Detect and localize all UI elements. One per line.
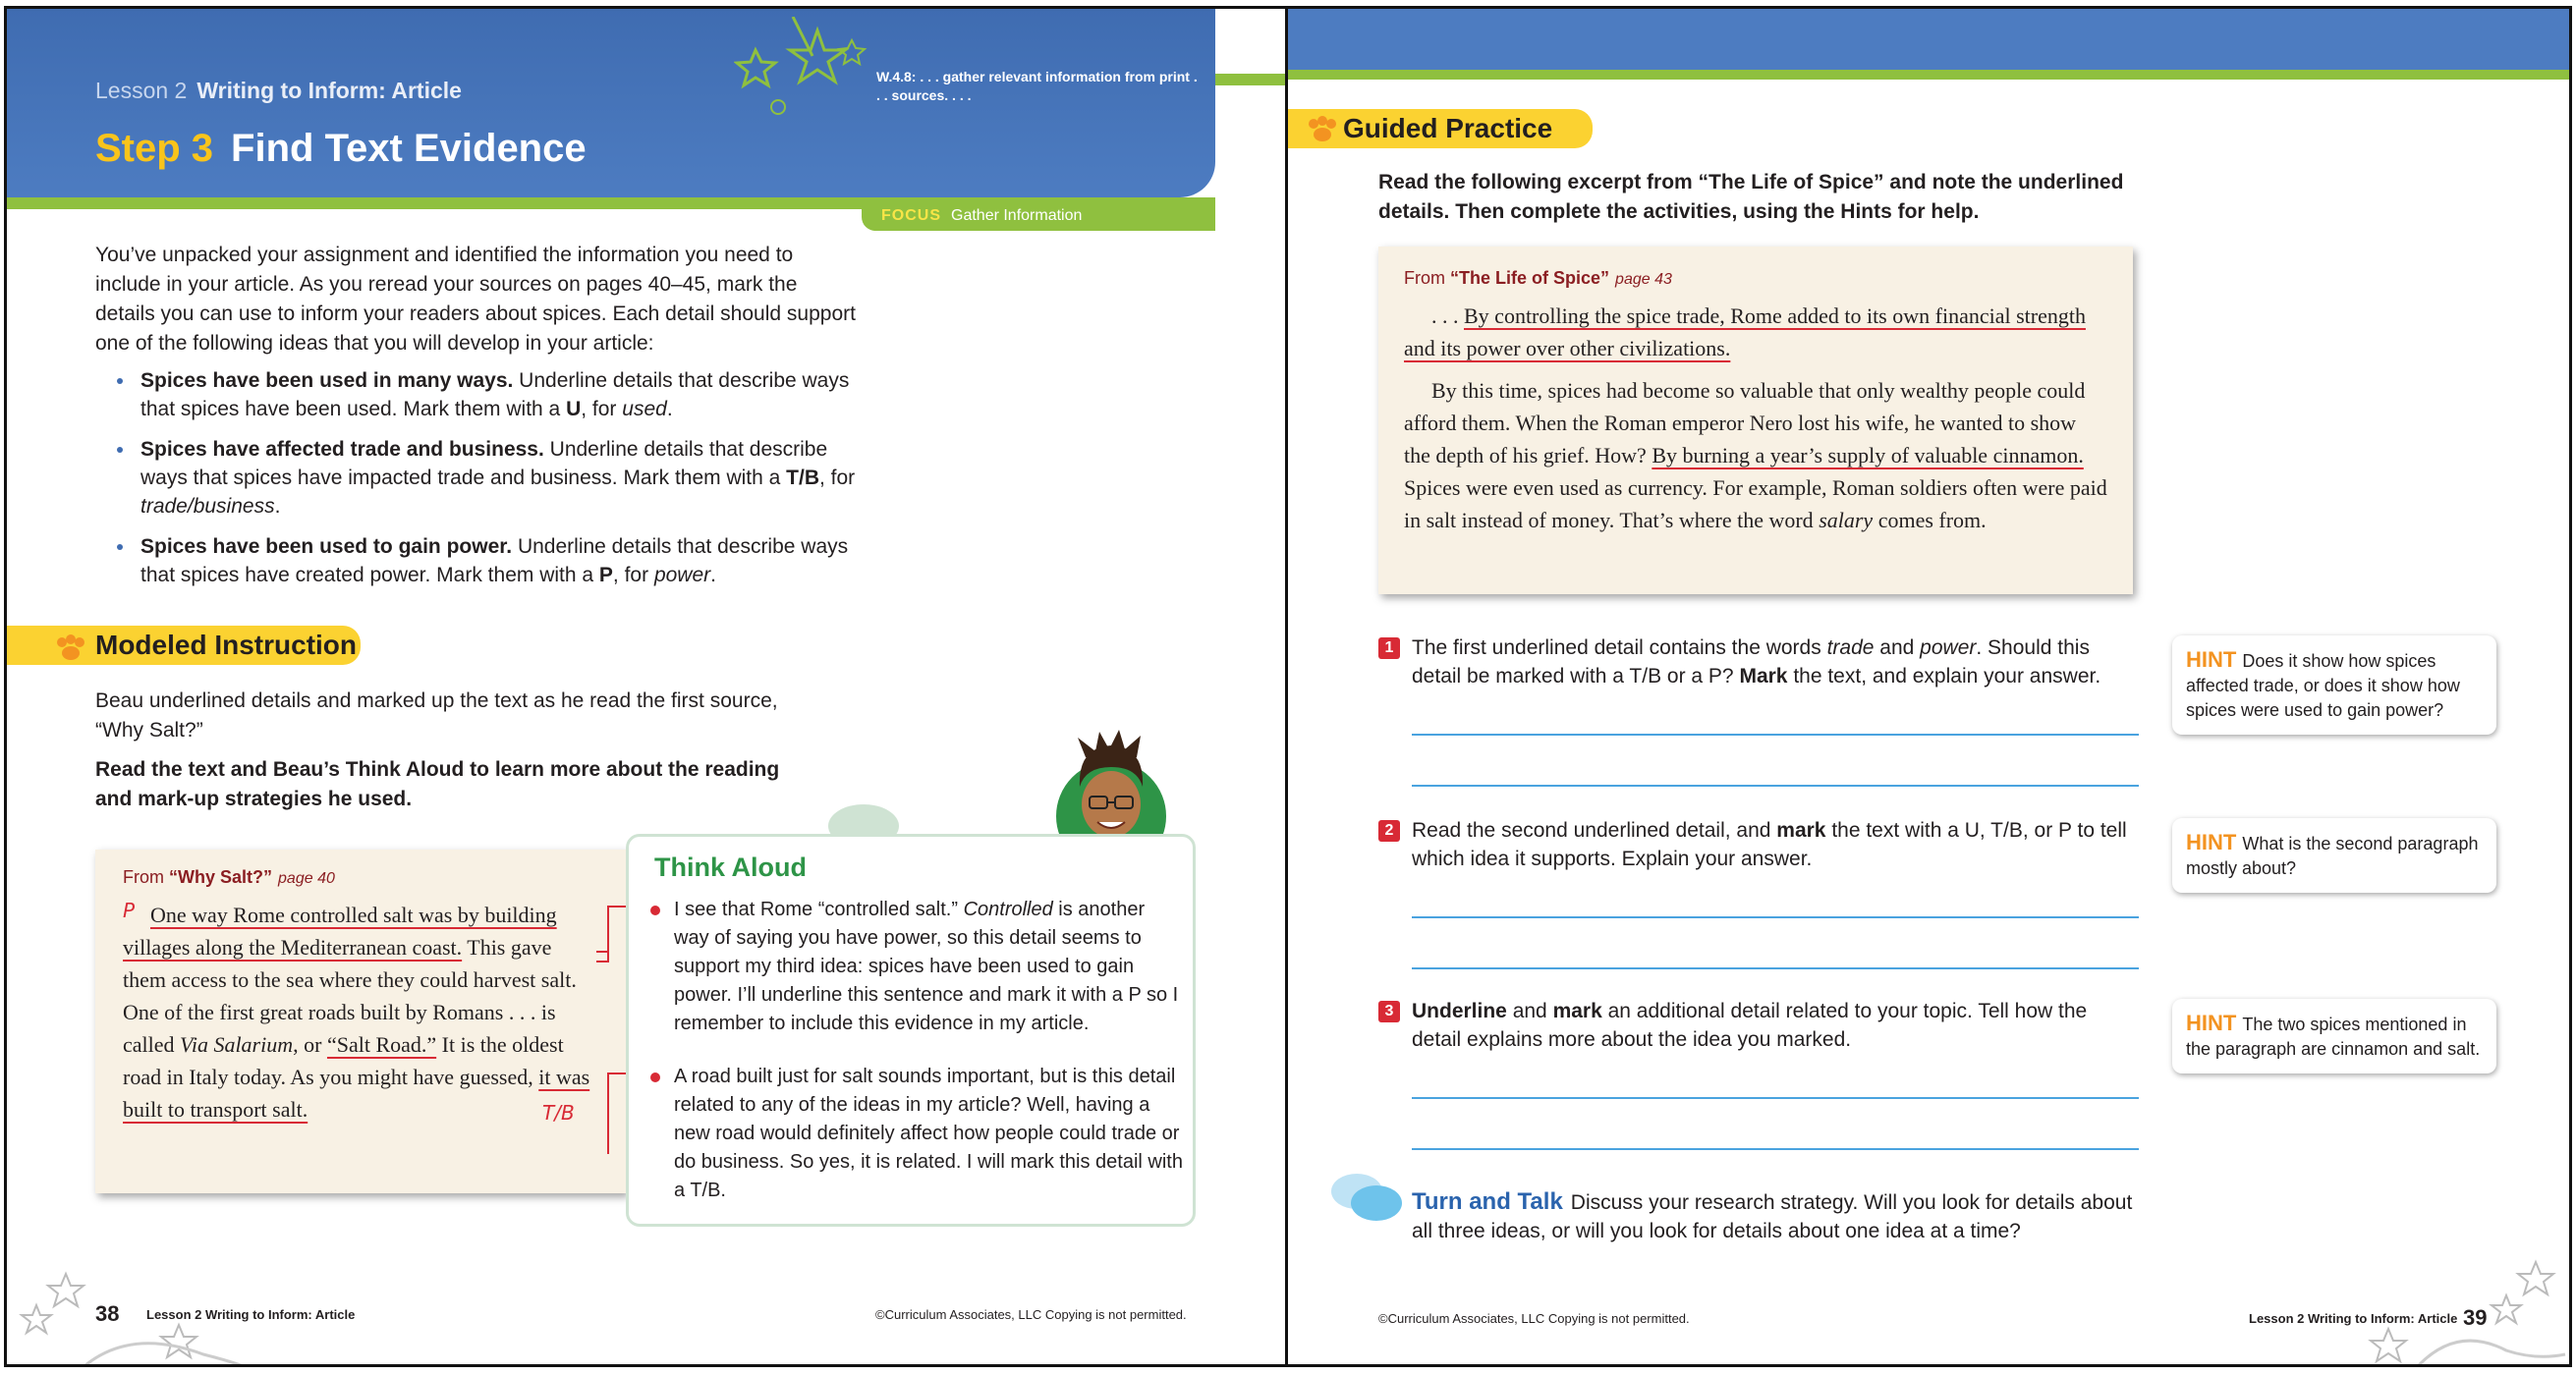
source-title: “Why Salt?” (169, 867, 273, 887)
bullet-mark: P (598, 564, 613, 586)
hint-text: Does it show how spices affected trade, or does it show how spices were used to gain power? (2186, 651, 2460, 720)
list-item (115, 435, 862, 521)
hint-box (2172, 635, 2496, 735)
modeled-title: Modeled Instruction (95, 630, 357, 660)
underlined-detail: By controlling the spice trade, Rome added to its own financial strength and its power over other civilizations. (1404, 303, 2086, 360)
hint-text: The two spices mentioned in the paragraph are cinnamon and salt. (2186, 1015, 2481, 1059)
turn-and-talk (1412, 1187, 2158, 1245)
footer-lesson: Lesson 2 Writing to Inform: Article (146, 1307, 356, 1322)
margin-mark-p: P (123, 899, 136, 922)
bullet-dot-icon (650, 906, 660, 915)
bullet-text: Underline details that describe ways that spices have impacted trade and business. Mark them with a (140, 438, 828, 489)
source-title: “The Life of Spice” (1450, 268, 1610, 288)
think-run: is another way of saying you have power, so this detail seems to support my third idea: spices have been used to gain power. I’ll underline this sentence and mark it with a P so I remember to include this evidence in my article. (674, 899, 1179, 1034)
q-run: an additional detail related to your topic. Tell how the detail explains more about the idea you marked. (1412, 1000, 2088, 1051)
guided-directions: Read the following excerpt from “The Life of Spice” and note the underlined details. Then complete the activities, using the Hints for help. (1378, 171, 2124, 223)
question-text (1412, 816, 2129, 873)
answer-line[interactable] (1412, 1148, 2139, 1150)
paw-icon (1306, 115, 1339, 142)
bullet-bold: Spices have affected trade and business. (140, 438, 544, 461)
q-bold: mark (1776, 819, 1826, 842)
think-aloud-title: Think Aloud (654, 852, 807, 882)
focus-text: Gather Information (951, 207, 1083, 224)
q-ital: trade (1826, 636, 1875, 659)
q-bold: Mark (1739, 665, 1788, 688)
bullet-ital: trade/business (140, 495, 275, 518)
q-ital: power (1920, 636, 1977, 659)
q-run: the text, and explain your answer. (1787, 665, 2101, 688)
source-paragraph (1404, 300, 2107, 364)
idea-list (115, 366, 862, 601)
stars-decoration-icon (2349, 1256, 2569, 1366)
hint-text: What is the second paragraph mostly about? (2186, 834, 2479, 878)
question-number: 1 (1378, 637, 1400, 659)
right-page (1285, 6, 2572, 1367)
hint-label: HINT (2186, 830, 2237, 854)
underlined-detail: One way Rome controlled salt was by building villages along the Mediterranean coast. (123, 903, 557, 960)
bullet-mid: , for (581, 398, 623, 420)
think-ital: Controlled (963, 899, 1053, 920)
source-ital: salary (1819, 508, 1874, 532)
question-text (1412, 997, 2129, 1054)
bullet-bold: Spices have been used to gain power. (140, 535, 513, 558)
source-heading (123, 867, 335, 888)
think-aloud-paragraph (674, 896, 1185, 1038)
footer-lesson: Lesson 2 Writing to Inform: Article (2249, 1311, 2458, 1326)
answer-line[interactable] (1412, 1097, 2139, 1099)
source-from: From (123, 867, 164, 887)
q-run: . Should this detail be marked with a T/B or a P? (1412, 636, 2090, 688)
focus-label: FOCUS (881, 207, 941, 224)
intro-paragraph: You’ve unpacked your assignment and identified the information you need to include in your article. As you reread your sources on pages 40–45, mark the details you can use to inform your readers about spices. Each detail should support one of the following ideas that you will develop in your article: (95, 244, 856, 355)
source-heading (1404, 268, 1672, 289)
modeled-directions: Read the text and Beau’s Think Aloud to learn more about the reading and mark-up strategies he used. (95, 758, 780, 810)
underlined-detail: it was built to transport salt. (123, 1065, 590, 1122)
source-text (123, 899, 594, 1126)
standard-text: W.4.8: . . . gather relevant information from print . . . sources. . . . (876, 69, 1198, 103)
source-from: From (1404, 268, 1445, 288)
underlined-detail: By burning a year’s supply of valuable cinnamon. (1652, 443, 2084, 468)
page-header-band (1288, 9, 2569, 70)
left-page (4, 6, 1289, 1367)
source-run: This gave them access to the sea where they could harvest salt. One of the first great roads built by Romans . . . is called (123, 935, 577, 1057)
bullet-mark: U (566, 398, 582, 420)
list-item (115, 366, 862, 423)
source-run: , or (293, 1032, 327, 1057)
source-run: Spices were even used as currency. For example, Roman soldiers often were paid in salt instead of money. That’s where the word (1404, 475, 2107, 532)
modeled-paragraph: Beau underlined details and marked up the text as he read the first source, “Why Salt?” (95, 689, 778, 742)
source-ital: Via Salarium (180, 1032, 294, 1057)
source-run: . . . (1431, 303, 1464, 328)
page-title (95, 127, 587, 171)
header-green-strip (1215, 74, 1289, 85)
answer-line[interactable] (1412, 734, 2139, 736)
question-number: 2 (1378, 820, 1400, 842)
bullet-end: . (666, 398, 673, 420)
bullet-ital: used (622, 398, 667, 420)
lesson-title: Writing to Inform: Article (196, 78, 462, 103)
turn-and-talk-text: Discuss your research strategy. Will you look for details about all three ideas, or will you look for details about one idea at a time? (1412, 1191, 2133, 1242)
page-number: 38 (95, 1301, 120, 1326)
list-item (115, 532, 862, 589)
focus-tab (862, 201, 1215, 231)
bullet-mark: T/B (786, 467, 819, 489)
header-green-band (1288, 70, 2569, 80)
source-text (1404, 300, 2107, 536)
q-run: and (1874, 636, 1921, 659)
q-run: and (1506, 1000, 1553, 1022)
turn-and-talk-title: Turn and Talk (1412, 1188, 1563, 1215)
q-bold: mark (1552, 1000, 1602, 1022)
page-number: 39 (2463, 1305, 2488, 1330)
speech-bubbles-icon (1327, 1168, 1406, 1227)
bullet-mid: , for (818, 467, 856, 489)
bullet-text: Underline details that describe ways that spices have been used. Mark them with a (140, 369, 850, 420)
hint-box (2172, 818, 2496, 893)
stars-decoration-icon (734, 17, 871, 125)
think-aloud-box (626, 834, 1196, 1227)
lesson-number: Lesson 2 (95, 78, 188, 103)
footer-copyright: ©Curriculum Associates, LLC Copying is not permitted. (1378, 1311, 1690, 1326)
source-run: It is the oldest road in Italy today. As you might have guessed, (123, 1032, 564, 1089)
q-run: Read the second underlined detail, and (1412, 819, 1777, 842)
answer-line[interactable] (1412, 967, 2139, 969)
question-text (1412, 633, 2129, 690)
guided-title: Guided Practice (1343, 113, 1553, 143)
source-page: page 40 (278, 870, 335, 887)
source-run: comes from. (1873, 508, 1987, 532)
bullet-end: . (710, 564, 716, 586)
think-run: I see that Rome “controlled salt.” (674, 899, 964, 920)
answer-line[interactable] (1412, 785, 2139, 787)
step-label: Step 3 (95, 127, 214, 170)
step-title: Find Text Evidence (231, 127, 587, 170)
q-run: the text with a U, T/B, or P to tell which idea it supports. Explain your answer. (1412, 819, 2127, 870)
hint-label: HINT (2186, 1011, 2237, 1035)
think-aloud-paragraph: A road built just for salt sounds important, but is this detail related to any of the ideas in my article? Well, having a new road would definitely affect how people could trade or do business. So yes, it is related. I will mark this detail with a T/B. (674, 1066, 1183, 1201)
modeled-instruction-tab (7, 626, 361, 665)
paw-icon (54, 633, 87, 661)
bullet-ital: power (653, 564, 711, 586)
hint-label: HINT (2186, 647, 2237, 672)
bullet-dot-icon (650, 1072, 660, 1082)
q-bold: Underline (1412, 1000, 1507, 1022)
source-paragraph (1404, 374, 2107, 536)
bullet-bold: Spices have been used in many ways. (140, 369, 514, 392)
underlined-detail: “Salt Road.” (326, 1032, 437, 1057)
question-number: 3 (1378, 1001, 1400, 1022)
source-page: page 43 (1615, 271, 1672, 288)
bullet-text: Underline details that describe ways that spices have created power. Mark them with a (140, 535, 849, 586)
answer-line[interactable] (1412, 916, 2139, 918)
bullet-end: . (274, 495, 281, 518)
q-run: The first underlined detail contains the words (1412, 636, 1827, 659)
lesson-label (95, 78, 462, 104)
hint-box (2172, 999, 2496, 1073)
guided-practice-tab (1288, 109, 1593, 148)
source-excerpt-life-of-spice (1378, 247, 2133, 594)
source-excerpt-why-salt (95, 850, 626, 1193)
bullet-mid: , for (612, 564, 654, 586)
margin-mark-tb: T/B (542, 1101, 575, 1125)
footer-copyright: ©Curriculum Associates, LLC Copying is not permitted. (875, 1307, 1187, 1322)
source-run: By this time, spices had become so valuable that only wealthy people could afford them. When the Roman emperor Nero lost his wife, he wanted to show the depth of his grief. How? (1404, 378, 2086, 468)
